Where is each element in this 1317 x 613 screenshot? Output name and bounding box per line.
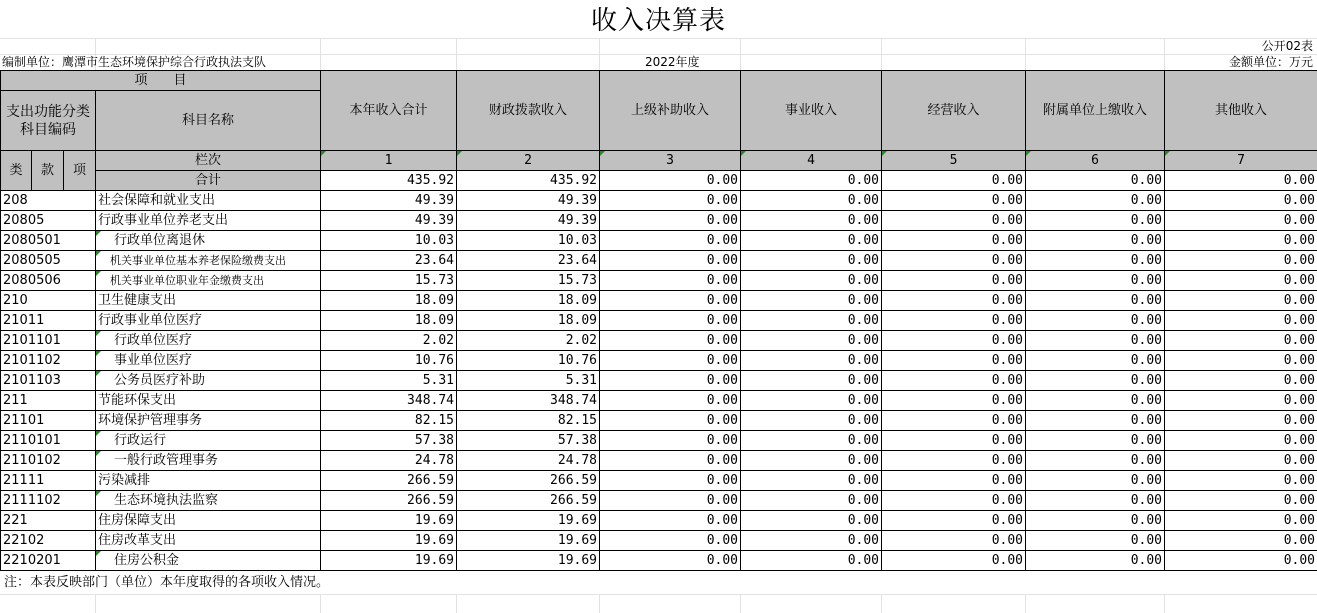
row-subject-name	[96, 451, 321, 471]
row-value: 0.00	[1165, 371, 1317, 391]
row-value: 0.00	[1165, 291, 1317, 311]
row-subject-name	[96, 551, 321, 571]
header-kuan: 款	[32, 151, 64, 191]
row-value: 0.00	[741, 511, 882, 531]
row-value: 0.00	[741, 411, 882, 431]
green-triangle-marker	[96, 331, 101, 336]
row-code: 2080506	[1, 271, 96, 291]
table-row	[1, 371, 1317, 391]
row-code: 210	[1, 291, 96, 311]
row-value: 19.69	[457, 551, 600, 571]
green-triangle-marker	[96, 431, 101, 436]
col-header-operating: 经营收入	[882, 71, 1026, 151]
row-value: 23.64	[457, 251, 600, 271]
row-subject-name	[96, 511, 321, 531]
header-item: 项 目	[1, 71, 321, 91]
table-row	[1, 411, 1317, 431]
row-value: 0.00	[741, 251, 882, 271]
row-subject-name	[96, 251, 321, 271]
green-triangle-marker	[321, 151, 326, 156]
row-value: 0.00	[1165, 491, 1317, 511]
green-triangle-marker	[1165, 151, 1170, 156]
row-subject-label: 行政单位离退休	[114, 233, 206, 248]
row-subject-name	[96, 311, 321, 331]
row-subject-name	[96, 531, 321, 551]
row-value: 49.39	[321, 211, 457, 231]
row-subject-label: 污染减排	[98, 473, 151, 488]
row-value: 10.76	[457, 351, 600, 371]
row-code: 22102	[1, 531, 96, 551]
compiling-unit: 编制单位：鹰潭市生态环境保护综合行政执法支队	[2, 55, 267, 69]
row-value: 19.69	[321, 531, 457, 551]
green-triangle-marker	[1026, 151, 1031, 156]
col-header-other: 其他收入	[1165, 71, 1317, 151]
row-value: 0.00	[741, 431, 882, 451]
row-code: 2101102	[1, 351, 96, 371]
row-code: 2080501	[1, 231, 96, 251]
row-value: 49.39	[321, 191, 457, 211]
row-value: 10.03	[321, 231, 457, 251]
col-header-business: 事业收入	[741, 71, 882, 151]
row-code: 211	[1, 391, 96, 411]
row-subject-name	[96, 271, 321, 291]
row-value: 2.02	[457, 331, 600, 351]
total-value: 435.92	[457, 171, 600, 191]
row-subject-label: 节能环保支出	[98, 393, 177, 408]
row-value: 0.00	[600, 371, 741, 391]
header-xiang: 项	[64, 151, 96, 191]
row-subject-name	[96, 491, 321, 511]
row-value: 0.00	[600, 511, 741, 531]
row-value: 0.00	[741, 311, 882, 331]
row-value: 0.00	[1165, 391, 1317, 411]
row-value: 0.00	[1165, 231, 1317, 251]
green-triangle-marker	[741, 151, 746, 156]
row-subject-name	[96, 391, 321, 411]
row-value: 5.31	[457, 371, 600, 391]
total-value: 435.92	[321, 171, 457, 191]
green-triangle-marker	[96, 351, 101, 356]
row-value: 0.00	[882, 471, 1026, 491]
row-value: 0.00	[882, 391, 1026, 411]
row-value: 0.00	[741, 331, 882, 351]
header-lanci: 栏次	[96, 151, 321, 171]
row-value: 82.15	[321, 411, 457, 431]
row-value: 0.00	[741, 451, 882, 471]
row-value: 0.00	[1165, 451, 1317, 471]
green-triangle-marker	[96, 251, 101, 256]
row-value: 348.74	[321, 391, 457, 411]
row-value: 0.00	[1165, 551, 1317, 571]
row-value: 0.00	[1026, 191, 1165, 211]
total-value: 0.00	[882, 171, 1026, 191]
row-value: 0.00	[882, 271, 1026, 291]
col-number: 4	[741, 151, 882, 171]
col-number: 7	[1165, 151, 1317, 171]
footnote: 注：本表反映部门（单位）本年度取得的各项收入情况。	[4, 575, 330, 590]
row-subject-label: 生态环境执法监察	[114, 493, 219, 508]
row-subject-label: 行政事业单位医疗	[98, 313, 203, 328]
green-triangle-marker	[96, 371, 101, 376]
row-subject-name	[96, 471, 321, 491]
form-code: 公开02表	[1261, 39, 1313, 53]
row-value: 0.00	[1026, 491, 1165, 511]
row-value: 0.00	[1026, 271, 1165, 291]
row-subject-label: 住房公积金	[114, 553, 180, 568]
row-code: 2110101	[1, 431, 96, 451]
row-value: 0.00	[600, 291, 741, 311]
row-subject-name	[96, 191, 321, 211]
row-code: 21101	[1, 411, 96, 431]
row-value: 0.00	[1026, 331, 1165, 351]
row-value: 49.39	[457, 211, 600, 231]
green-triangle-marker	[96, 551, 101, 556]
row-value: 0.00	[600, 191, 741, 211]
green-triangle-marker	[882, 151, 887, 156]
row-value: 0.00	[600, 251, 741, 271]
row-value: 57.38	[321, 431, 457, 451]
row-value: 0.00	[1165, 191, 1317, 211]
row-value: 0.00	[1165, 431, 1317, 451]
report-title: 收入决算表	[590, 6, 726, 36]
table-row	[1, 351, 1317, 371]
row-value: 15.73	[321, 271, 457, 291]
row-value: 0.00	[1026, 351, 1165, 371]
row-value: 0.00	[600, 431, 741, 451]
row-value: 0.00	[882, 231, 1026, 251]
total-value: 0.00	[1165, 171, 1317, 191]
row-value: 10.03	[457, 231, 600, 251]
row-value: 0.00	[1026, 311, 1165, 331]
row-code: 2210201	[1, 551, 96, 571]
green-triangle-marker	[96, 491, 101, 496]
row-value: 0.00	[600, 271, 741, 291]
table-row	[1, 271, 1317, 291]
row-value: 0.00	[882, 311, 1026, 331]
row-value: 0.00	[882, 191, 1026, 211]
row-value: 0.00	[1026, 411, 1165, 431]
row-value: 2.02	[321, 331, 457, 351]
row-value: 0.00	[600, 211, 741, 231]
table-row	[1, 251, 1317, 271]
header-func-code: 支出功能分类科目编码	[1, 91, 96, 151]
table-row	[1, 211, 1317, 231]
row-value: 23.64	[321, 251, 457, 271]
row-value: 10.76	[321, 351, 457, 371]
row-value: 0.00	[741, 471, 882, 491]
row-value: 0.00	[600, 551, 741, 571]
row-subject-name	[96, 331, 321, 351]
row-value: 0.00	[882, 351, 1026, 371]
row-value: 0.00	[600, 311, 741, 331]
table-row	[1, 291, 1317, 311]
row-code: 2110102	[1, 451, 96, 471]
row-value: 0.00	[882, 531, 1026, 551]
row-value: 19.69	[321, 551, 457, 571]
table-row	[1, 231, 1317, 251]
table-row	[1, 191, 1317, 211]
header-subject-name: 科目名称	[96, 91, 321, 151]
row-subject-label: 机关事业单位基本养老保险缴费支出	[110, 254, 286, 267]
row-value: 0.00	[1026, 211, 1165, 231]
row-value: 0.00	[741, 211, 882, 231]
row-value: 5.31	[321, 371, 457, 391]
row-subject-label: 住房保障支出	[98, 513, 177, 528]
row-value: 0.00	[1165, 471, 1317, 491]
green-triangle-marker	[96, 231, 101, 236]
row-subject-label: 公务员医疗补助	[114, 373, 206, 388]
row-subject-label: 卫生健康支出	[98, 293, 177, 308]
table-row	[1, 391, 1317, 411]
row-subject-label: 事业单位医疗	[114, 353, 193, 368]
col-number: 6	[1026, 151, 1165, 171]
row-value: 0.00	[600, 471, 741, 491]
row-value: 15.73	[457, 271, 600, 291]
row-value: 82.15	[457, 411, 600, 431]
fiscal-year: 2022年度	[645, 55, 700, 69]
row-value: 0.00	[600, 531, 741, 551]
row-value: 0.00	[600, 451, 741, 471]
green-triangle-marker	[96, 451, 101, 456]
row-value: 0.00	[741, 231, 882, 251]
row-value: 0.00	[1026, 431, 1165, 451]
row-subject-label: 行政运行	[114, 433, 167, 448]
row-value: 266.59	[457, 491, 600, 511]
row-value: 0.00	[741, 491, 882, 511]
row-value: 0.00	[882, 251, 1026, 271]
row-value: 0.00	[1026, 291, 1165, 311]
row-subject-label: 行政事业单位养老支出	[98, 213, 229, 228]
table-row	[1, 311, 1317, 331]
col-header-fiscal: 财政拨款收入	[457, 71, 600, 151]
row-value: 0.00	[1165, 331, 1317, 351]
row-value: 0.00	[1165, 411, 1317, 431]
row-value: 0.00	[882, 431, 1026, 451]
row-value: 0.00	[600, 231, 741, 251]
table-row	[1, 471, 1317, 491]
row-value: 0.00	[1026, 391, 1165, 411]
row-value: 0.00	[600, 351, 741, 371]
row-value: 49.39	[457, 191, 600, 211]
row-subject-label: 环境保护管理事务	[98, 413, 203, 428]
row-subject-label: 一般行政管理事务	[114, 453, 219, 468]
row-value: 0.00	[600, 411, 741, 431]
row-value: 266.59	[321, 471, 457, 491]
row-value: 0.00	[741, 191, 882, 211]
row-value: 18.09	[457, 291, 600, 311]
row-value: 19.69	[457, 511, 600, 531]
row-code: 2101101	[1, 331, 96, 351]
row-value: 266.59	[457, 471, 600, 491]
row-value: 0.00	[882, 331, 1026, 351]
row-value: 0.00	[1165, 271, 1317, 291]
total-value: 0.00	[741, 171, 882, 191]
header-lei: 类	[1, 151, 32, 191]
row-value: 0.00	[1026, 251, 1165, 271]
row-value: 18.09	[321, 311, 457, 331]
col-number: 1	[321, 151, 457, 171]
green-triangle-marker	[96, 271, 101, 276]
row-value: 266.59	[321, 491, 457, 511]
row-value: 0.00	[1026, 371, 1165, 391]
row-value: 18.09	[321, 291, 457, 311]
table-row	[1, 331, 1317, 351]
row-value: 18.09	[457, 311, 600, 331]
table-row	[1, 451, 1317, 471]
row-value: 0.00	[741, 391, 882, 411]
total-value: 0.00	[600, 171, 741, 191]
row-value: 0.00	[1165, 351, 1317, 371]
row-code: 20805	[1, 211, 96, 231]
row-code: 2111102	[1, 491, 96, 511]
row-value: 0.00	[882, 211, 1026, 231]
row-subject-name	[96, 211, 321, 231]
row-value: 0.00	[882, 451, 1026, 471]
amount-unit: 金额单位：万元	[1228, 55, 1313, 69]
row-subject-name	[96, 351, 321, 371]
table-row	[1, 431, 1317, 451]
row-value: 0.00	[1026, 231, 1165, 251]
row-value: 0.00	[1026, 471, 1165, 491]
row-value: 0.00	[741, 551, 882, 571]
row-value: 0.00	[1026, 551, 1165, 571]
row-value: 0.00	[741, 271, 882, 291]
table-row	[1, 511, 1317, 531]
row-value: 0.00	[882, 551, 1026, 571]
row-subject-label: 行政单位医疗	[114, 333, 193, 348]
row-value: 0.00	[741, 351, 882, 371]
col-number: 5	[882, 151, 1026, 171]
row-value: 0.00	[1026, 451, 1165, 471]
row-subject-label: 住房改革支出	[98, 533, 177, 548]
income-table	[0, 70, 1317, 571]
row-value: 0.00	[882, 371, 1026, 391]
row-value: 0.00	[741, 531, 882, 551]
col-header-affiliated: 附属单位上缴收入	[1026, 71, 1165, 151]
row-subject-name	[96, 411, 321, 431]
row-value: 57.38	[457, 431, 600, 451]
row-code: 21011	[1, 311, 96, 331]
row-value: 0.00	[882, 491, 1026, 511]
row-code: 21111	[1, 471, 96, 491]
row-value: 348.74	[457, 391, 600, 411]
table-row	[1, 531, 1317, 551]
row-value: 0.00	[600, 491, 741, 511]
row-value: 0.00	[882, 411, 1026, 431]
row-value: 0.00	[600, 331, 741, 351]
row-code: 2080505	[1, 251, 96, 271]
row-value: 0.00	[1165, 211, 1317, 231]
row-code: 208	[1, 191, 96, 211]
green-triangle-marker	[457, 151, 462, 156]
row-value: 0.00	[1165, 511, 1317, 531]
row-value: 0.00	[882, 511, 1026, 531]
row-subject-name	[96, 291, 321, 311]
table-row	[1, 551, 1317, 571]
row-value: 0.00	[1165, 251, 1317, 271]
col-header-total: 本年收入合计	[321, 71, 457, 151]
row-subject-label: 机关事业单位职业年金缴费支出	[110, 274, 264, 287]
row-value: 0.00	[1026, 531, 1165, 551]
green-triangle-marker	[600, 151, 605, 156]
row-value: 19.69	[321, 511, 457, 531]
row-value: 0.00	[600, 391, 741, 411]
row-subject-name	[96, 231, 321, 251]
row-value: 0.00	[1165, 311, 1317, 331]
col-header-superior: 上级补助收入	[600, 71, 741, 151]
row-subject-label: 社会保障和就业支出	[98, 193, 216, 208]
row-value: 0.00	[741, 371, 882, 391]
col-number: 2	[457, 151, 600, 171]
row-subject-name	[96, 371, 321, 391]
row-value: 24.78	[321, 451, 457, 471]
row-value: 0.00	[741, 291, 882, 311]
row-value: 19.69	[457, 531, 600, 551]
row-value: 0.00	[882, 291, 1026, 311]
table-row	[1, 491, 1317, 511]
row-code: 221	[1, 511, 96, 531]
row-code: 2101103	[1, 371, 96, 391]
total-value: 0.00	[1026, 171, 1165, 191]
row-value: 24.78	[457, 451, 600, 471]
row-value: 0.00	[1026, 511, 1165, 531]
col-number: 3	[600, 151, 741, 171]
total-label: 合计	[96, 171, 321, 191]
row-subject-name	[96, 431, 321, 451]
row-value: 0.00	[1165, 531, 1317, 551]
